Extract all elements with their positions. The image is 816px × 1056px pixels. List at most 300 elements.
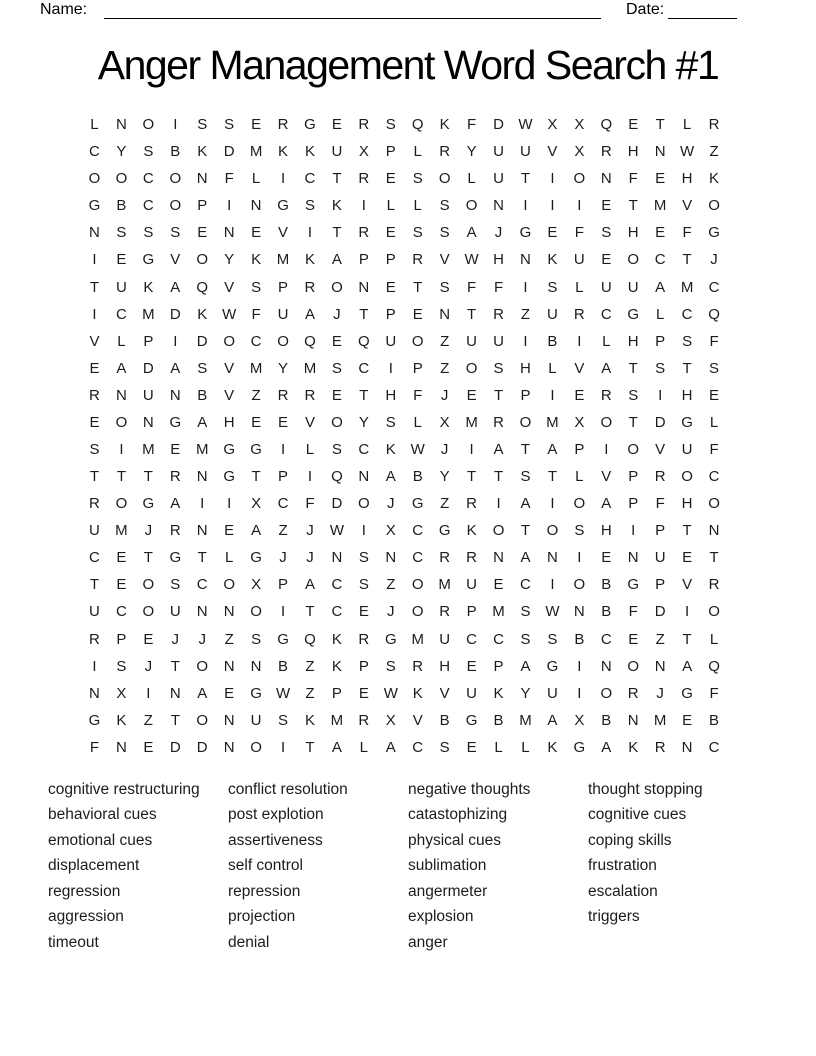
grid-letter: N	[493, 197, 504, 215]
grid-letter: Z	[251, 386, 261, 404]
grid-letter: P	[358, 251, 369, 269]
grid-letter: I	[658, 386, 663, 404]
grid-letter: E	[170, 440, 181, 458]
grid-letter: O	[196, 251, 209, 269]
grid-letter: R	[412, 657, 424, 675]
grid-letter: E	[466, 386, 477, 404]
grid-letter: L	[709, 413, 719, 431]
grid-letter: O	[196, 711, 209, 729]
grid-letter: G	[519, 224, 532, 242]
grid-letter: P	[385, 143, 396, 161]
grid-letter: P	[520, 386, 531, 404]
grid-letter: E	[358, 603, 369, 621]
grid-letter: N	[169, 386, 181, 404]
grid-letter: G	[223, 468, 235, 486]
grid-letter: V	[439, 684, 450, 702]
grid-letter: V	[655, 440, 666, 458]
grid-letter: N	[169, 684, 181, 702]
grid-letter: S	[143, 224, 154, 242]
grid-letter: A	[601, 495, 612, 513]
grid-letter: U	[493, 170, 504, 188]
grid-letter: I	[577, 549, 582, 567]
grid-letter: L	[521, 738, 530, 756]
grid-letter: E	[385, 170, 396, 188]
grid-letter: E	[655, 224, 666, 242]
grid-letter: R	[89, 495, 100, 513]
grid-letter: I	[227, 495, 232, 513]
grid-letter: P	[574, 440, 585, 458]
grid-letter: C	[412, 738, 424, 756]
grid-letter: U	[627, 278, 639, 296]
grid-letter: N	[331, 549, 343, 567]
grid-letter: G	[438, 522, 451, 540]
grid-letter: E	[331, 386, 342, 404]
grid-letter: S	[439, 738, 450, 756]
grid-letter: E	[466, 657, 477, 675]
grid-letter: U	[573, 251, 585, 269]
grid-letter: R	[439, 143, 451, 161]
grid-letter: E	[197, 224, 208, 242]
grid-letter: F	[251, 305, 261, 323]
grid-letter: C	[115, 603, 127, 621]
grid-letter: C	[600, 305, 612, 323]
grid-letter: K	[304, 143, 315, 161]
grid-letter: C	[89, 549, 100, 567]
grid-letter: I	[550, 495, 555, 513]
grid-letter: R	[466, 549, 478, 567]
word-list-item: denial	[228, 933, 270, 951]
grid-letter: E	[251, 224, 262, 242]
grid-letter: N	[196, 468, 208, 486]
grid-letter: D	[223, 143, 235, 161]
grid-letter: E	[331, 116, 342, 134]
grid-letter: C	[115, 305, 127, 323]
grid-letter: N	[89, 224, 100, 242]
grid-letter: O	[142, 603, 155, 621]
word-list-item: post explotion	[228, 806, 324, 824]
grid-letter: C	[466, 630, 478, 648]
grid-letter: U	[115, 278, 127, 296]
name-blank-line	[104, 3, 601, 19]
grid-letter: B	[439, 711, 450, 729]
grid-letter: G	[88, 197, 101, 215]
grid-letter: E	[116, 251, 127, 269]
grid-letter: E	[628, 630, 639, 648]
grid-letter: R	[600, 143, 612, 161]
grid-letter: C	[89, 143, 100, 161]
grid-letter: H	[223, 413, 235, 431]
grid-letter: H	[600, 522, 612, 540]
grid-letter: S	[709, 359, 720, 377]
grid-letter: S	[224, 116, 235, 134]
grid-letter: I	[685, 603, 690, 621]
grid-letter: N	[654, 657, 666, 675]
grid-letter: T	[89, 468, 100, 486]
grid-letter: J	[306, 549, 314, 567]
grid-letter: K	[331, 630, 342, 648]
grid-letter: P	[466, 603, 477, 621]
grid-letter: N	[439, 305, 451, 323]
grid-letter: U	[600, 278, 612, 296]
word-list-column	[228, 777, 408, 955]
grid-letter: G	[304, 116, 316, 134]
grid-letter: P	[655, 522, 666, 540]
grid-letter: M	[519, 711, 532, 729]
grid-letter: I	[604, 440, 609, 458]
grid-letter: I	[307, 468, 313, 486]
grid-letter: X	[574, 143, 585, 161]
grid-letter: A	[170, 278, 181, 296]
grid-letter: F	[467, 278, 477, 296]
grid-letter: S	[278, 711, 289, 729]
grid-letter: P	[385, 251, 396, 269]
grid-letter: S	[385, 116, 396, 134]
grid-letter: K	[143, 278, 154, 296]
grid-letter: G	[546, 657, 559, 675]
grid-letter: A	[520, 495, 531, 513]
grid-letter: G	[411, 495, 424, 513]
grid-letter: P	[493, 657, 504, 675]
grid-letter: T	[682, 251, 692, 269]
grid-letter: R	[277, 386, 289, 404]
grid-letter: U	[466, 576, 478, 594]
grid-letter: O	[438, 170, 451, 188]
grid-letter: N	[358, 278, 370, 296]
grid-letter: R	[358, 711, 370, 729]
grid-letter: S	[116, 657, 127, 675]
word-list-item: thought stopping	[588, 781, 703, 798]
grid-letter: R	[627, 684, 639, 702]
grid-letter: A	[170, 495, 181, 513]
grid-letter: T	[89, 576, 100, 594]
grid-letter: I	[92, 305, 97, 323]
grid-letter: O	[546, 522, 559, 540]
grid-letter: T	[467, 305, 477, 323]
grid-letter: U	[89, 603, 100, 621]
grid-letter: R	[493, 413, 504, 431]
grid-letter: L	[575, 468, 584, 486]
grid-letter: X	[439, 413, 450, 431]
grid-letter: R	[358, 116, 370, 134]
word-list-item: behavioral cues	[48, 806, 157, 824]
word-list-item: displacement	[48, 857, 140, 875]
grid-letter: S	[331, 359, 342, 377]
grid-letter: O	[573, 495, 586, 513]
grid-letter: W	[222, 305, 237, 323]
grid-letter: L	[467, 170, 476, 188]
grid-letter: R	[654, 468, 666, 486]
grid-letter: G	[627, 305, 640, 323]
grid-letter: N	[600, 170, 612, 188]
grid-letter: K	[547, 738, 558, 756]
word-list-item: emotional cues	[48, 831, 153, 849]
grid-letter: T	[305, 738, 315, 756]
grid-letter: A	[304, 305, 315, 323]
word-list-item: anger	[408, 933, 448, 951]
grid-letter: G	[169, 413, 182, 431]
grid-letter: D	[654, 603, 666, 621]
grid-letter: W	[545, 603, 560, 621]
grid-letter: M	[249, 359, 263, 377]
grid-letter: S	[304, 197, 315, 215]
grid-letter: R	[304, 386, 316, 404]
grid-letter: I	[523, 197, 528, 215]
grid-letter: G	[88, 711, 101, 729]
grid-letter: N	[115, 386, 127, 404]
grid-letter: E	[385, 278, 396, 296]
grid-letter: M	[492, 603, 505, 621]
grid-letter: O	[115, 413, 128, 431]
grid-letter: L	[548, 359, 557, 377]
grid-letter: O	[600, 413, 613, 431]
grid-letter: A	[331, 251, 342, 269]
grid-letter: S	[520, 468, 531, 486]
grid-letter: R	[708, 576, 720, 594]
grid-letter: N	[708, 522, 720, 540]
grid-letter: Q	[331, 468, 343, 486]
grid-letter: N	[115, 116, 127, 134]
grid-letter: A	[601, 738, 612, 756]
grid-letter: A	[170, 359, 181, 377]
grid-letter: E	[709, 386, 720, 404]
grid-letter: I	[361, 522, 366, 540]
grid-letter: X	[574, 413, 585, 431]
grid-letter: M	[546, 413, 559, 431]
grid-letter: K	[304, 711, 315, 729]
grid-letter: O	[115, 170, 128, 188]
grid-letter: A	[655, 278, 666, 296]
grid-letter: O	[708, 495, 720, 513]
grid-letter: I	[280, 738, 286, 756]
word-list-item: cognitive cues	[588, 806, 687, 824]
grid-letter: J	[440, 386, 449, 404]
grid-letter: R	[89, 386, 100, 404]
grid-letter: W	[329, 522, 344, 540]
grid-letter: M	[142, 440, 155, 458]
grid-letter: P	[278, 468, 289, 486]
grid-letter: S	[520, 630, 531, 648]
grid-letter: M	[653, 711, 667, 729]
grid-letter: S	[197, 359, 208, 377]
grid-letter: D	[654, 413, 666, 431]
grid-letter: K	[116, 711, 127, 729]
grid-letter: M	[249, 143, 263, 161]
grid-letter: E	[385, 224, 396, 242]
grid-letter: R	[439, 603, 451, 621]
grid-letter: W	[275, 684, 291, 702]
grid-letter: G	[250, 440, 262, 458]
grid-letter: B	[709, 711, 720, 729]
grid-letter: Y	[116, 143, 127, 161]
grid-letter: E	[89, 413, 100, 431]
grid-letter: K	[628, 738, 639, 756]
date-blank-line	[668, 3, 737, 19]
grid-letter: J	[144, 657, 153, 675]
grid-letter: B	[170, 143, 181, 161]
grid-letter: T	[413, 278, 423, 296]
grid-letter: R	[358, 170, 370, 188]
grid-letter: R	[708, 116, 720, 134]
grid-letter: H	[627, 224, 639, 242]
grid-letter: R	[277, 116, 289, 134]
word-list-item: physical cues	[408, 831, 502, 849]
grid-letter: Q	[304, 630, 316, 648]
grid-letter: K	[331, 197, 342, 215]
grid-letter: U	[466, 332, 478, 350]
grid-letter: E	[143, 738, 154, 756]
grid-letter: I	[469, 440, 474, 458]
grid-letter: C	[600, 630, 612, 648]
grid-letter: T	[359, 386, 369, 404]
word-list-item: conflict resolution	[228, 781, 348, 798]
grid-letter: Z	[143, 711, 153, 729]
grid-letter: O	[331, 278, 343, 296]
grid-letter: Z	[278, 522, 288, 540]
grid-letter: S	[439, 197, 450, 215]
grid-letter: N	[573, 603, 585, 621]
grid-letter: I	[577, 197, 582, 215]
grid-letter: I	[577, 332, 582, 350]
grid-letter: C	[250, 332, 262, 350]
grid-letter: X	[116, 684, 127, 702]
grid-letter: G	[277, 630, 289, 648]
grid-letter: E	[89, 359, 100, 377]
grid-letter: N	[142, 413, 154, 431]
grid-letter: V	[547, 143, 558, 161]
grid-letter: F	[709, 440, 719, 458]
word-list-column	[48, 777, 228, 955]
grid-letter: A	[547, 440, 558, 458]
grid-letter: F	[224, 170, 234, 188]
word-list-item: triggers	[588, 908, 640, 926]
name-label: Name:	[40, 1, 88, 18]
grid-letter: P	[628, 468, 639, 486]
grid-letter: S	[439, 224, 450, 242]
grid-letter: T	[628, 413, 638, 431]
grid-letter: I	[92, 657, 97, 675]
word-list-item: self control	[228, 857, 303, 875]
grid-letter: N	[250, 657, 262, 675]
grid-letter: S	[412, 170, 423, 188]
grid-letter: E	[601, 549, 612, 567]
word-list-item: frustration	[588, 857, 657, 875]
grid-letter: C	[412, 522, 424, 540]
grid-letter: B	[601, 603, 612, 621]
grid-letter: O	[331, 413, 343, 431]
grid-letter: N	[223, 711, 235, 729]
grid-letter: F	[574, 224, 584, 242]
grid-letter: L	[90, 116, 99, 134]
grid-letter: M	[115, 522, 128, 540]
grid-letter: N	[223, 657, 235, 675]
grid-letter: U	[466, 684, 478, 702]
grid-letter: C	[142, 197, 154, 215]
grid-letter: E	[412, 305, 423, 323]
grid-letter: B	[278, 657, 289, 675]
grid-letter: S	[682, 332, 693, 350]
grid-letter: T	[520, 440, 531, 458]
grid-letter: R	[358, 630, 370, 648]
grid-letter: E	[251, 413, 262, 431]
grid-letter: R	[600, 386, 612, 404]
grid-letter: L	[117, 332, 126, 350]
grid-letter: J	[333, 305, 341, 323]
grid-letter: L	[251, 170, 261, 188]
grid-letter: T	[682, 630, 692, 648]
grid-letter: C	[331, 603, 343, 621]
grid-letter: F	[413, 386, 423, 404]
grid-letter: A	[601, 359, 612, 377]
grid-letter: J	[198, 630, 206, 648]
grid-letter: S	[628, 386, 639, 404]
grid-letter: S	[385, 657, 396, 675]
grid-letter: A	[197, 684, 208, 702]
grid-letter: X	[358, 143, 369, 161]
grid-letter: A	[493, 440, 504, 458]
grid-letter: B	[601, 711, 612, 729]
grid-letter: Q	[600, 116, 613, 134]
grid-letter: J	[387, 495, 395, 513]
grid-letter: F	[305, 495, 315, 513]
grid-letter: F	[628, 170, 638, 188]
grid-letter: N	[385, 549, 397, 567]
grid-letter: C	[277, 495, 289, 513]
grid-letter: M	[303, 359, 317, 377]
grid-letter: R	[304, 278, 316, 296]
grid-letter: Z	[709, 143, 719, 161]
grid-letter: K	[493, 684, 504, 702]
grid-letter: F	[655, 495, 665, 513]
grid-letter: N	[654, 143, 666, 161]
grid-letter: G	[142, 251, 155, 269]
grid-letter: Z	[224, 630, 234, 648]
grid-letter: K	[197, 305, 208, 323]
grid-letter: U	[493, 143, 504, 161]
grid-letter: V	[89, 332, 100, 350]
grid-letter: I	[280, 603, 286, 621]
grid-letter: N	[627, 711, 639, 729]
grid-letter: P	[331, 684, 342, 702]
grid-letter: O	[708, 197, 720, 215]
grid-letter: X	[574, 116, 585, 134]
grid-letter: N	[493, 549, 504, 567]
grid-letter: T	[709, 549, 719, 567]
letter-grid	[81, 111, 728, 761]
grid-letter: O	[223, 576, 235, 594]
grid-letter: R	[654, 738, 666, 756]
grid-letter: K	[466, 522, 477, 540]
grid-letter: C	[412, 549, 424, 567]
grid-letter: K	[709, 170, 720, 188]
grid-letter: O	[169, 170, 182, 188]
grid-letter: T	[170, 711, 180, 729]
grid-letter: O	[196, 657, 209, 675]
grid-letter: X	[385, 522, 396, 540]
grid-letter: T	[332, 170, 342, 188]
grid-letter: U	[681, 440, 693, 458]
grid-letter: D	[169, 738, 181, 756]
grid-letter: U	[169, 603, 181, 621]
grid-letter: N	[250, 197, 262, 215]
grid-letter: S	[143, 143, 154, 161]
word-list-item: catastophizing	[408, 806, 508, 824]
grid-letter: T	[628, 197, 638, 215]
grid-letter: Q	[708, 657, 720, 675]
grid-letter: A	[116, 359, 127, 377]
word-list-item: cognitive restructuring	[48, 781, 200, 798]
grid-letter: G	[681, 684, 693, 702]
grid-letter: M	[142, 305, 155, 323]
